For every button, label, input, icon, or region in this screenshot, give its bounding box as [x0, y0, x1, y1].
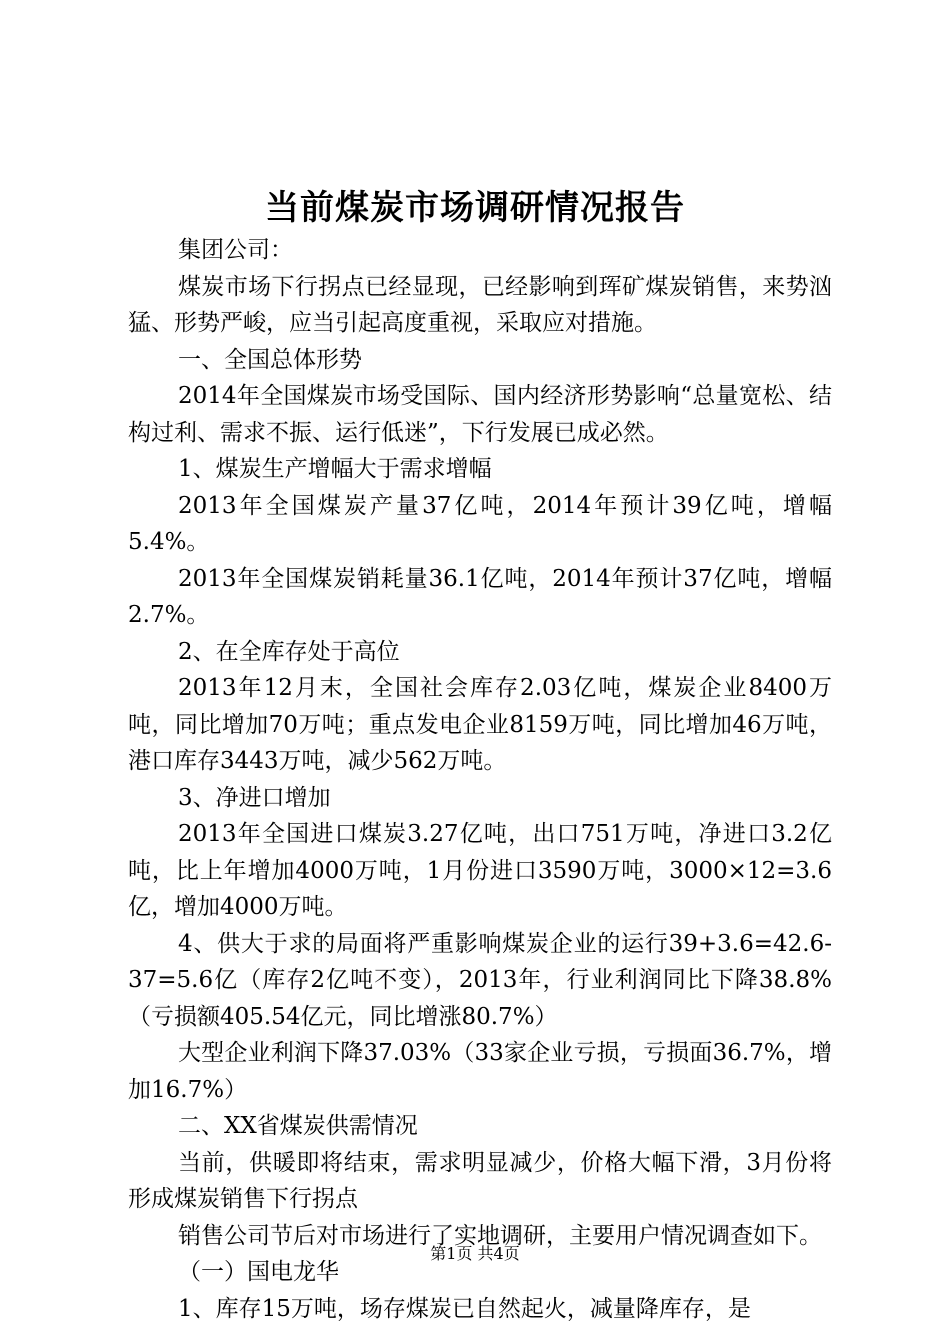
document-body [128, 232, 832, 1327]
paragraph: 销售公司节后对市场进行了实地调研，主要用户情况调查如下。 [178, 1222, 822, 1249]
paragraph: 1、库存15万吨，场存煤炭已自然起火，减量降库存，是 [178, 1295, 751, 1322]
subsection-heading: 3、净进口增加 [178, 784, 331, 811]
paragraph: 2013年全国进口煤炭3.27亿吨，出口751万吨，净进口3.2亿吨，比上年增加4000万吨，1月份进口3590万吨，3000×12=3.6亿，增加4000万吨。 [128, 821, 832, 920]
page-number-footer: 第1页 共4页 [430, 1244, 520, 1263]
subsection-heading: 1、煤炭生产增幅大于需求增幅 [178, 456, 492, 482]
paragraph: 2013年全国煤炭销耗量36.1亿吨，2014年预计37亿吨，增幅2.7%。 [128, 565, 832, 628]
section-heading: 二、XX省煤炭供需情况 [178, 1113, 418, 1139]
section-heading: 一、全国总体形势 [178, 346, 362, 373]
paragraph: 当前，供暖即将结束，需求明显减少，价格大幅下滑，3月份将形成煤炭销售下行拐点 [128, 1149, 832, 1212]
subsection-heading: 2、在全库存处于高位 [178, 638, 400, 665]
subsection-heading: （一）国电龙华 [178, 1259, 339, 1285]
paragraph-salutation: 集团公司： [178, 237, 293, 263]
paragraph: 4、供大于求的局面将严重影响煤炭企业的运行39+3.6=42.6-37=5.6亿（库存2亿吨不变），2013年，行业利润同比下降38.8%（亏损额405.54亿元，同比增涨80.7%） [128, 930, 832, 1030]
paragraph: 2013年12月末，全国社会库存2.03亿吨，煤炭企业8400万吨，同比增加70万吨；重点发电企业8159万吨，同比增加46万吨，港口库存3443万吨，减少562万吨。 [128, 675, 832, 774]
document-title: 当前煤炭市场调研情况报告 [265, 188, 685, 228]
paragraph: 煤炭市场下行拐点已经显现，已经影响到珲矿煤炭销售，来势汹猛、形势严峻，应当引起高度重视，采取应对措施。 [128, 273, 832, 336]
paragraph: 2014年全国煤炭市场受国际、国内经济形势影响“总量宽松、结构过利、需求不振、运行低迷”，下行发展已成必然。 [128, 383, 832, 446]
paragraph: 2013年全国煤炭产量37亿吨，2014年预计39亿吨，增幅5.4%。 [128, 492, 832, 555]
paragraph: 大型企业利润下降37.03%（33家企业亏损，亏损面36.7%，增加16.7%） [128, 1040, 832, 1103]
